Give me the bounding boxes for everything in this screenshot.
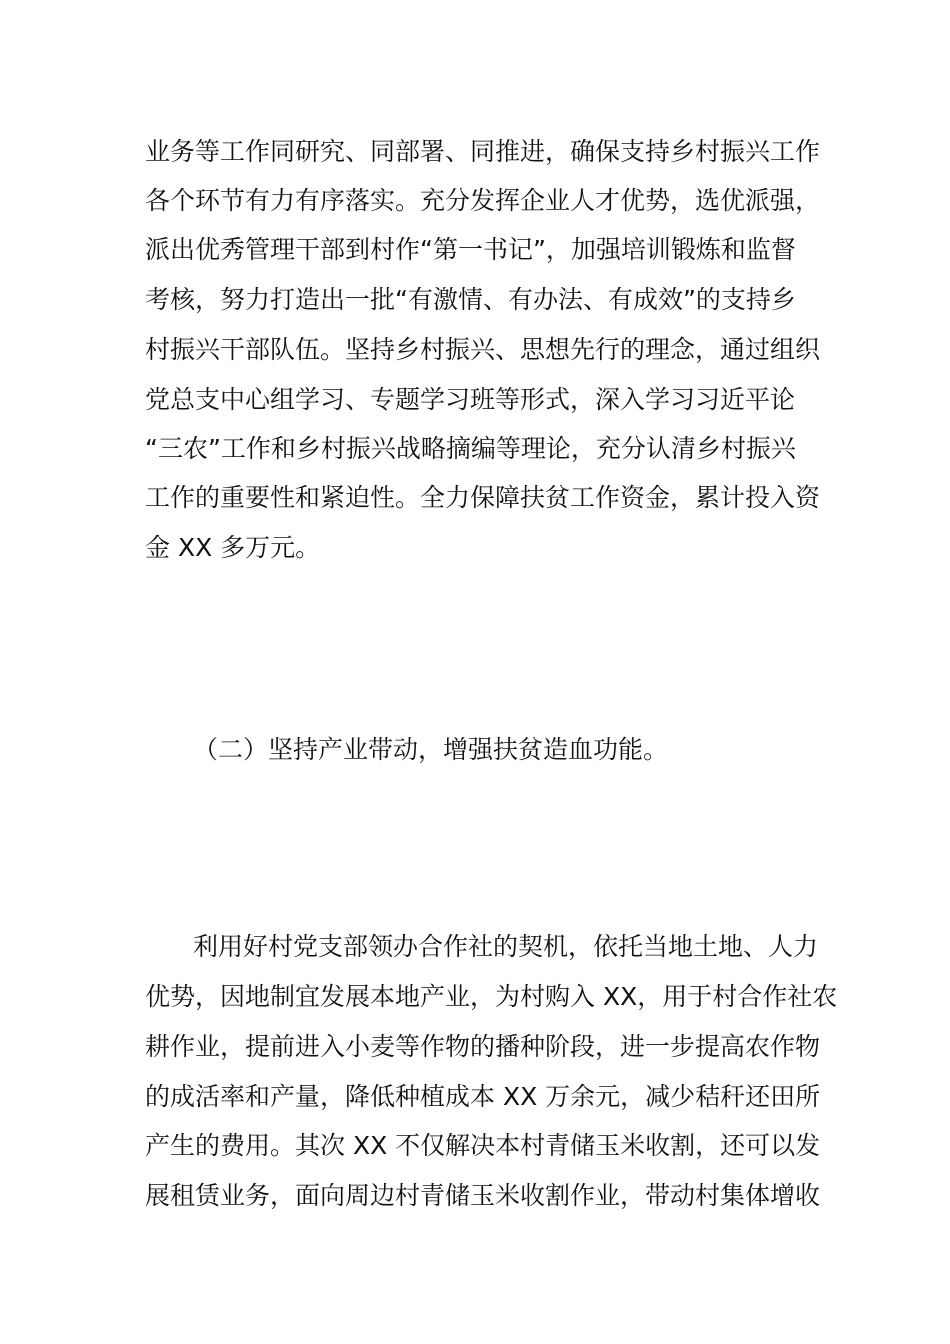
text-line: 的成活率和产量，降低种植成本 XX 万余元，减少秸秆还田所 [145,1082,821,1111]
text-line: 业务等工作同研究、同部署、同推进，确保支持乡村振兴工作 [145,137,821,166]
text-line: 派出优秀管理干部到村作“第一书记”，加强培训锻炼和监督 [145,235,796,264]
text-line: 利用好村党支部领办合作社的契机，依托当地土地、人力 [193,932,819,961]
text-line: “三农”工作和乡村振兴战略摘编等理论，充分认清乡村振兴 [145,434,796,463]
text-line: 优势，因地制宜发展本地产业，为村购入 XX，用于村合作社农 [145,982,838,1011]
section-heading: （二）坚持产业带动，增强扶贫造血功能。 [193,735,669,764]
text-line: 工作的重要性和紧迫性。全力保障扶贫工作资金，累计投入资 [145,483,821,512]
text-line: 耕作业，提前进入小麦等作物的播种阶段，进一步提高农作物 [145,1032,821,1061]
text-line: 各个环节有力有序落实。充分发挥企业人才优势，选优派强， [145,186,821,215]
text-line: 村振兴干部队伍。坚持乡村振兴、思想先行的理念，通过组织 [145,335,821,364]
text-line: 金 XX 多万元。 [145,533,321,562]
text-line: 展租赁业务，面向周边村青储玉米收割作业，带动村集体增收 [145,1181,821,1210]
text-line: 党总支中心组学习、专题学习班等形式，深入学习习近平论 [145,385,796,414]
text-line: 产生的费用。其次 XX 不仅解决本村青储玉米收割，还可以发 [145,1131,821,1160]
text-line: 考核，努力打造出一批“有激情、有办法、有成效”的支持乡 [145,285,796,314]
